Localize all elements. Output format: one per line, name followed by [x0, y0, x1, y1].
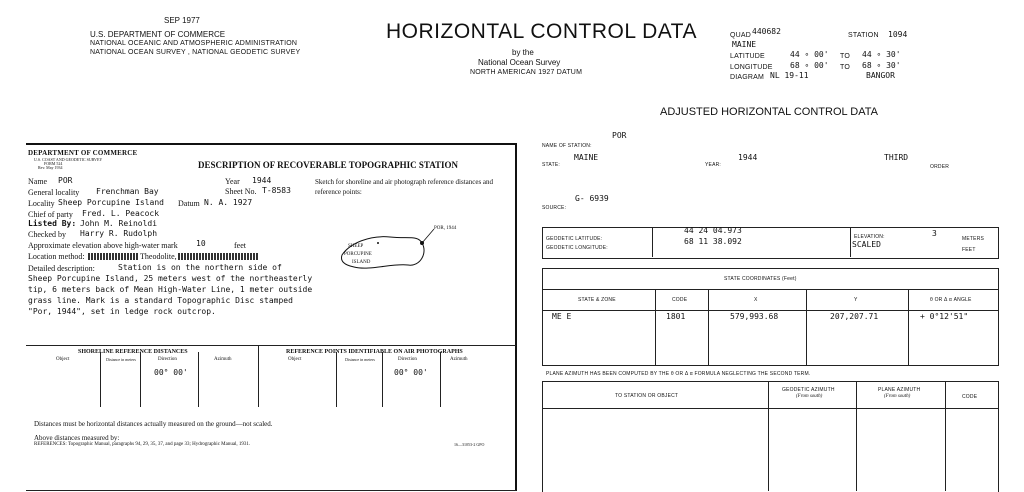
year-value: 1944 [252, 176, 272, 185]
elevation-label-right: ELEVATION: [854, 234, 885, 240]
header-dept-2: NATIONAL OCEANIC AND ATMOSPHERIC ADMINISTRATION [90, 40, 298, 47]
header-datum: NORTH AMERICAN 1927 DATUM [470, 69, 583, 76]
desc-line-5: "Por, 1944", set in ledge rock outcrop. [28, 307, 216, 316]
lat-to: 44 ∘ 30' [862, 50, 901, 59]
sc-code: 1801 [666, 312, 686, 321]
checked-label: Checked by [28, 230, 66, 239]
azimuth-note: PLANE AZIMUTH HAS BEEN COMPUTED BY THE θ OR Δ α FORMULA NEGLECTING THE SECOND TERM. [546, 371, 811, 377]
header-date: SEP 1977 [164, 16, 200, 25]
diagram-name: BANGOR [866, 71, 895, 80]
elevation-value: 10 [196, 239, 206, 248]
order-label: ORDER [930, 164, 950, 170]
geo-lon-label: GEODETIC LONGITUDE: [546, 245, 608, 251]
method-value: Theodolite, [140, 252, 177, 261]
station-value: 1094 [888, 30, 908, 39]
quad-label: QUAD [730, 32, 752, 39]
locality-label: General locality [28, 188, 80, 197]
lat-from: 44 ∘ 00' [790, 50, 829, 59]
state-value: MAINE [574, 153, 599, 162]
quad-value: 440682 [752, 27, 781, 36]
name-value: POR [58, 176, 73, 185]
sc-col-code: CODE [672, 297, 688, 303]
listed-value: John M. Reinoldi [80, 219, 158, 228]
shore-col-azimuth: Azimuth [214, 357, 232, 362]
diagram-value: NL 19-11 [770, 71, 809, 80]
locality-value: Frenchman Bay [96, 187, 159, 196]
desc-line-4: grass line. Mark is a standard Topographic Disc stamped [28, 296, 293, 305]
ref-direction: 00° 00' [394, 368, 428, 377]
geo-lon-value: 68 11 38.092 [684, 237, 742, 246]
locality2-value: Sheep Porcupine Island [58, 198, 164, 207]
sketch-label-island: ISLAND [352, 260, 371, 265]
desc-line-3: tip, 6 meters back of Mean High-Water Line, 1 meter outside [28, 285, 313, 294]
sheet-value: T-8583 [262, 186, 291, 195]
lon-to: 68 ∘ 30' [862, 61, 901, 70]
ref-title: REFERENCE POINTS IDENTIFIABLE ON AIR PHOTOGRAPHS [286, 349, 463, 355]
shore-title: SHORELINE REFERENCE DISTANCES [78, 349, 188, 355]
footer-measured: Above distances measured by: [34, 434, 120, 442]
sketch-label: Sketch for shoreline and air photograph reference distances and reference points: [315, 178, 494, 196]
form-title: DESCRIPTION OF RECOVERABLE TOPOGRAPHIC STATION [198, 160, 459, 170]
sc-col-x: X [754, 297, 758, 303]
shore-col-object: Object [56, 357, 70, 362]
form-dept-sub-2: FORM 524 [44, 161, 63, 166]
az-col-plane: PLANE AZIMUTH [878, 387, 921, 393]
source-value: G- 6939 [575, 194, 609, 203]
az-col-geodetic: GEODETIC AZIMUTH [782, 387, 835, 393]
station-name-label: NAME OF STATION: [542, 143, 592, 149]
elevation-source: SCALED [852, 240, 881, 249]
feet-label: FEET [962, 247, 976, 253]
form-dept-sub-3: Rev. May 1934 [38, 165, 63, 170]
lon-to-label: TO [840, 64, 850, 71]
sc-col-zone: STATE & ZONE [578, 297, 616, 303]
shore-col-direction: Direction [158, 357, 177, 362]
lat-to-label: TO [840, 53, 850, 60]
az-col-code: CODE [962, 394, 978, 400]
sc-angle: + 0°12'51" [920, 312, 969, 321]
sc-zone: ME E [552, 312, 572, 321]
checked-value: Harry R. Rudolph [80, 229, 158, 238]
year-label: Year [225, 177, 240, 186]
sheet-label: Sheet No. [225, 187, 257, 196]
footer-note: Distances must be horizontal distances actually measured on the ground—not scaled. [34, 420, 273, 428]
station-name: POR [612, 131, 627, 140]
geo-lat-value: 44 24 04.973 [684, 226, 742, 235]
desc-line-1: Station is on the northern side of [118, 263, 282, 272]
diagram-label: DIAGRAM [730, 74, 765, 81]
year-label-right: YEAR: [705, 162, 722, 168]
sketch-label-porcupine: PORCUPINE [344, 252, 372, 257]
detailed-label: Detailed description: [28, 264, 95, 273]
name-label: Name [28, 177, 48, 186]
datum-label: Datum [178, 199, 200, 208]
shore-col-distance: Distance in meters [106, 357, 136, 362]
state-label: STATE: [542, 162, 560, 168]
locality2-label: Locality [28, 199, 55, 208]
longitude-label: LONGITUDE [730, 64, 773, 71]
listed-label: Listed By: [28, 219, 77, 228]
sc-y: 207,207.71 [830, 312, 879, 321]
shore-direction: 00° 00' [154, 368, 188, 377]
elevation-label: Approximate elevation above high-water mark [28, 241, 178, 250]
az-col-station: TO STATION OR OBJECT [615, 393, 679, 399]
sketch-label-sheep: SHEEP [348, 244, 364, 249]
sc-col-y: Y [854, 297, 858, 303]
lon-from: 68 ∘ 00' [790, 61, 829, 70]
elevation-unit: feet [234, 241, 246, 250]
elevation-value-right: 3 [932, 229, 937, 238]
az-col-geodetic-sub: (From south) [796, 394, 823, 399]
station-label: STATION [848, 32, 879, 39]
header-dept-3: NATIONAL OCEAN SURVEY , NATIONAL GEODETIC SURVEY [90, 49, 301, 56]
ref-col-distance: Distance in meters [345, 357, 375, 362]
year-value-right: 1944 [738, 153, 758, 162]
method-label: Location method: [28, 252, 85, 261]
order-value: THIRD [884, 153, 909, 162]
form-number: 16—31053-2 GPO [454, 442, 485, 447]
header-dept-1: U.S. DEPARTMENT OF COMMERCE [90, 30, 226, 39]
geo-lat-label: GEODETIC LATITUDE: [546, 236, 603, 242]
form-dept-sub-1: U.S. COAST AND GEODETIC SURVEY [34, 157, 103, 162]
desc-line-2: Sheep Porcupine Island, 25 meters west of the northeasterly [28, 274, 313, 283]
chief-value: Fred. L. Peacock [82, 209, 160, 218]
ref-col-object: Object [288, 357, 302, 362]
page-title: HORIZONTAL CONTROL DATA [386, 20, 697, 43]
sc-col-angle: θ OR Δ α ANGLE [930, 297, 972, 303]
az-col-plane-sub: (From south) [884, 394, 911, 399]
struck-text [178, 253, 258, 260]
chief-label: Chief of party [28, 210, 73, 219]
datum-value: N. A. 1927 [204, 198, 253, 207]
state-coords-title: STATE COORDINATES (Feet) [724, 276, 797, 282]
ref-col-direction: Direction [398, 357, 417, 362]
header-agency: National Ocean Survey [478, 58, 561, 67]
ref-col-azimuth: Azimuth [450, 357, 468, 362]
struck-text [88, 253, 138, 260]
source-label: SOURCE: [542, 205, 567, 211]
meters-label: METERS [962, 236, 985, 242]
form-dept: DEPARTMENT OF COMMERCE [28, 149, 138, 157]
header-state: MAINE [732, 40, 757, 49]
sc-x: 579,993.68 [730, 312, 779, 321]
sketch-label-por: POR, 1944 [434, 226, 457, 231]
latitude-label: LATITUDE [730, 53, 765, 60]
footer-references: REFERENCES: Topographic Manual, paragraphs 94, 29, 35, 37, and page 33; Hydrographic Manual, 1931. [34, 442, 251, 447]
adjusted-title: ADJUSTED HORIZONTAL CONTROL DATA [660, 106, 878, 118]
header-by: by the [512, 48, 534, 57]
